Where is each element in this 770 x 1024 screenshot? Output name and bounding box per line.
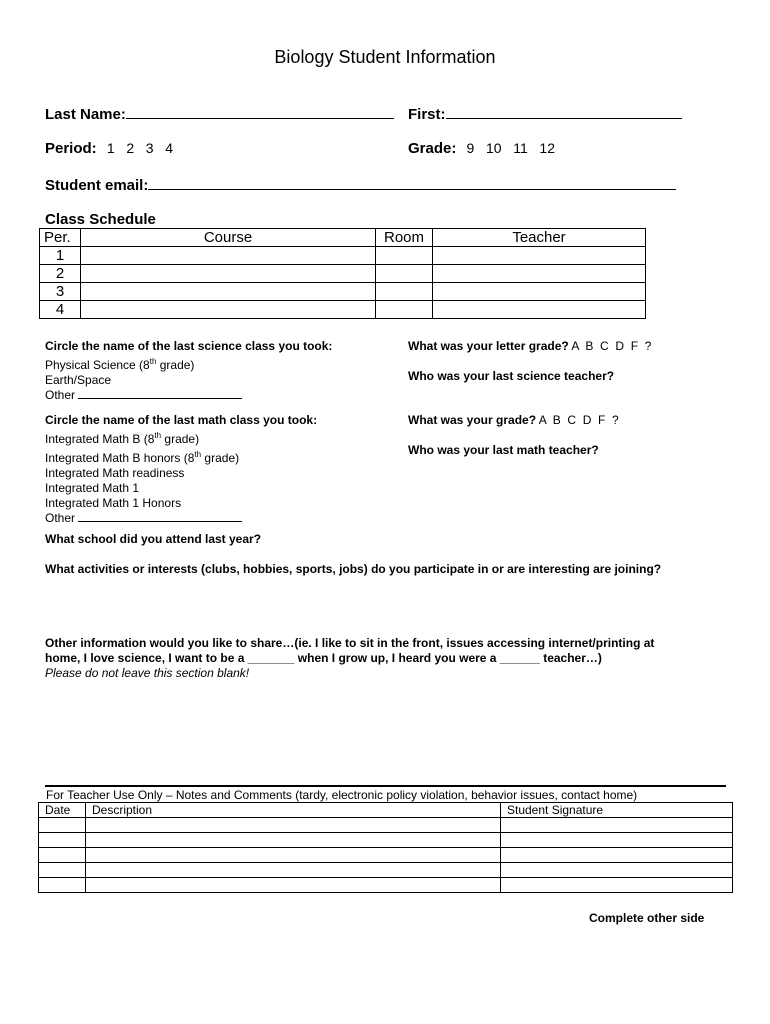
teacher-cell[interactable] — [433, 283, 646, 301]
teacher-cell[interactable] — [433, 247, 646, 265]
teacher-use-divider — [45, 785, 726, 787]
schedule-header-row — [40, 229, 646, 247]
signature-cell[interactable] — [501, 878, 733, 893]
first-name-field[interactable] — [446, 104, 682, 119]
signature-cell[interactable] — [501, 848, 733, 863]
room-cell[interactable] — [376, 247, 433, 265]
math-option-readiness[interactable]: Integrated Math readiness — [45, 466, 185, 480]
other-info-line1: Other information would you like to share…(ie. I like to sit in the front, issues accessing internet/printing at — [45, 636, 655, 650]
course-cell[interactable] — [81, 247, 376, 265]
date-cell[interactable] — [39, 848, 86, 863]
period-cell: 1 — [40, 247, 81, 265]
email-label: Student email: — [45, 177, 149, 194]
course-cell[interactable] — [81, 265, 376, 283]
teacher-notes-header-row — [39, 803, 733, 818]
teacher-notes-row — [39, 878, 733, 893]
math-teacher-question: Who was your last math teacher? — [408, 443, 599, 457]
schedule-row — [40, 283, 646, 301]
science-grade-question: What was your letter grade? — [408, 339, 569, 353]
description-cell[interactable] — [86, 833, 501, 848]
math-grade-options[interactable]: A B C D F ? — [538, 413, 619, 427]
science-option-physical[interactable]: Physical Science (8th grade) — [45, 357, 195, 372]
date-cell[interactable] — [39, 818, 86, 833]
teacher-notes-row — [39, 818, 733, 833]
math-option-b-honors[interactable]: Integrated Math B honors (8th grade) — [45, 450, 240, 465]
period-label: Period: — [45, 140, 97, 157]
math-grade-row — [408, 413, 619, 428]
room-cell[interactable] — [376, 301, 433, 319]
teacher-notes-row — [39, 848, 733, 863]
science-grade-options[interactable]: A B C D F ? — [571, 339, 652, 353]
teacher-cell[interactable] — [433, 301, 646, 319]
science-grade-row — [408, 339, 651, 354]
date-cell[interactable] — [39, 878, 86, 893]
math-question: Circle the name of the last math class you took: — [45, 413, 318, 427]
period-options[interactable]: 1 2 3 4 — [106, 140, 174, 156]
course-cell[interactable] — [81, 283, 376, 301]
header-course: Course — [81, 229, 376, 247]
complete-other-side-note: Complete other side — [589, 911, 705, 925]
science-option-earth[interactable]: Earth/Space — [45, 373, 112, 387]
science-teacher-question: Who was your last science teacher? — [408, 369, 615, 383]
header-description: Description — [86, 803, 501, 818]
email-row — [45, 175, 676, 194]
date-cell[interactable] — [39, 863, 86, 878]
period-cell: 2 — [40, 265, 81, 283]
schedule-row — [40, 301, 646, 319]
description-cell[interactable] — [86, 863, 501, 878]
first-name-label: First: — [408, 106, 446, 123]
description-cell[interactable] — [86, 878, 501, 893]
date-cell[interactable] — [39, 833, 86, 848]
class-schedule-heading: Class Schedule — [45, 211, 156, 228]
teacher-notes-table — [38, 802, 733, 893]
period-cell: 4 — [40, 301, 81, 319]
science-section — [45, 339, 395, 403]
course-cell[interactable] — [81, 301, 376, 319]
room-cell[interactable] — [376, 265, 433, 283]
period-row — [45, 140, 173, 157]
description-cell[interactable] — [86, 848, 501, 863]
teacher-notes-row — [39, 863, 733, 878]
math-section — [45, 413, 395, 526]
math-option-1[interactable]: Integrated Math 1 — [45, 481, 140, 495]
teacher-use-heading: For Teacher Use Only – Notes and Comments (tardy, electronic policy violation, behavior issues, contact home) — [46, 788, 638, 802]
other-info-line2: home, I love science, I want to be a _______ when I grow up, I heard you were a ______ teacher…) — [45, 651, 602, 665]
science-option-other[interactable]: Other — [45, 388, 395, 403]
grade-label: Grade: — [408, 140, 457, 157]
math-grade-question: What was your grade? — [408, 413, 537, 427]
math-option-b[interactable]: Integrated Math B (8th grade) — [45, 431, 200, 446]
page-title: Biology Student Information — [274, 47, 496, 67]
email-field[interactable] — [148, 175, 676, 190]
signature-cell[interactable] — [501, 833, 733, 848]
math-option-1-honors[interactable]: Integrated Math 1 Honors — [45, 496, 182, 510]
science-question: Circle the name of the last science class you took: — [45, 339, 333, 353]
header-date: Date — [39, 803, 86, 818]
activities-question: What activities or interests (clubs, hobbies, sports, jobs) do you participate in or are interesting are joining? — [45, 562, 662, 576]
grade-row — [408, 140, 555, 157]
header-room: Room — [376, 229, 433, 247]
other-info-section — [45, 636, 654, 681]
other-info-note: Please do not leave this section blank! — [45, 666, 250, 680]
last-name-row — [45, 104, 394, 123]
header-student-signature: Student Signature — [501, 803, 733, 818]
signature-cell[interactable] — [501, 818, 733, 833]
teacher-notes-row — [39, 833, 733, 848]
schedule-row — [40, 247, 646, 265]
period-cell: 3 — [40, 283, 81, 301]
school-question: What school did you attend last year? — [45, 532, 262, 546]
teacher-cell[interactable] — [433, 265, 646, 283]
header-teacher: Teacher — [433, 229, 646, 247]
schedule-row — [40, 265, 646, 283]
first-name-row — [408, 104, 682, 123]
description-cell[interactable] — [86, 818, 501, 833]
last-name-field[interactable] — [126, 104, 394, 119]
signature-cell[interactable] — [501, 863, 733, 878]
room-cell[interactable] — [376, 283, 433, 301]
header-per: Per. — [40, 229, 81, 247]
grade-options[interactable]: 9 10 11 12 — [466, 140, 556, 156]
last-name-label: Last Name: — [45, 106, 126, 123]
math-option-other[interactable]: Other — [45, 511, 395, 526]
class-schedule-table — [39, 228, 646, 319]
